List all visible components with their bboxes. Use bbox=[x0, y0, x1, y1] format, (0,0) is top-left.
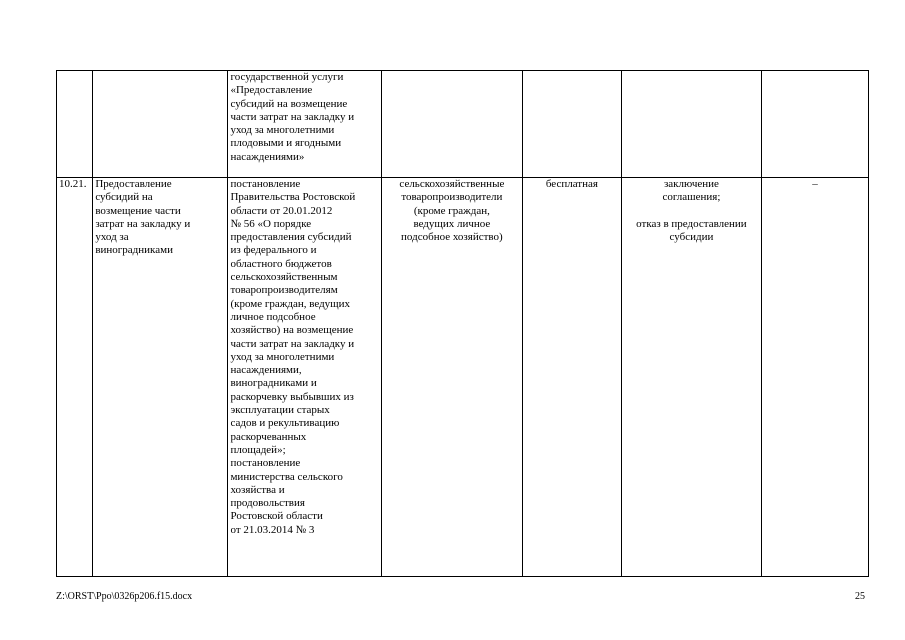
cell-last: – bbox=[762, 178, 869, 577]
cell-service-name bbox=[93, 71, 228, 178]
services-table bbox=[56, 70, 869, 577]
cell-number bbox=[57, 71, 93, 178]
footer-file-path: Z:\ORST\Ppo\0326p206.f15.docx bbox=[56, 591, 193, 602]
cell-last bbox=[762, 71, 869, 178]
cell-recipients bbox=[381, 71, 522, 178]
cell-result bbox=[621, 71, 761, 178]
cell-number: 10.21. bbox=[57, 178, 93, 577]
cell-legal-acts: постановление Правительства Ростовской области от 20.01.2012 № 56 «О порядке предоставления субсидий из федерального и областного бюджетов сельскохозяйственным товаропроизводителям (кроме граждан, ведущих личное подсобное хозяйство) на возмещение части затрат на закладку и уход за многолетними насаждениями, виноградниками и раскорчевку выбывших из эксплуатации старых садов и рекультивацию раскорчеванных площадей»; постановление министерства сельского хозяйства и продовольствия Ростовской области от 21.03.2014 № 3 bbox=[228, 178, 381, 577]
cell-payment bbox=[522, 71, 621, 178]
footer-page-number: 25 bbox=[855, 591, 865, 602]
cell-recipients: сельскохозяйственные товаропроизводители (кроме граждан, ведущих личное подсобное хозяйство) bbox=[381, 178, 522, 577]
cell-result: заключение соглашения; отказ в предоставлении субсидии bbox=[621, 178, 761, 577]
cell-legal-acts: государственной услуги «Предоставление субсидий на возмещение части затрат на закладку и уход за многолетними плодовыми и ягодными насаждениями» bbox=[228, 71, 381, 178]
table-row-10-21 bbox=[57, 178, 869, 577]
cell-service-name: Предоставление субсидий на возмещение части затрат на закладку и уход за виноградниками bbox=[93, 178, 228, 577]
cell-payment: бесплатная bbox=[522, 178, 621, 577]
table-row-continuation bbox=[57, 71, 869, 178]
